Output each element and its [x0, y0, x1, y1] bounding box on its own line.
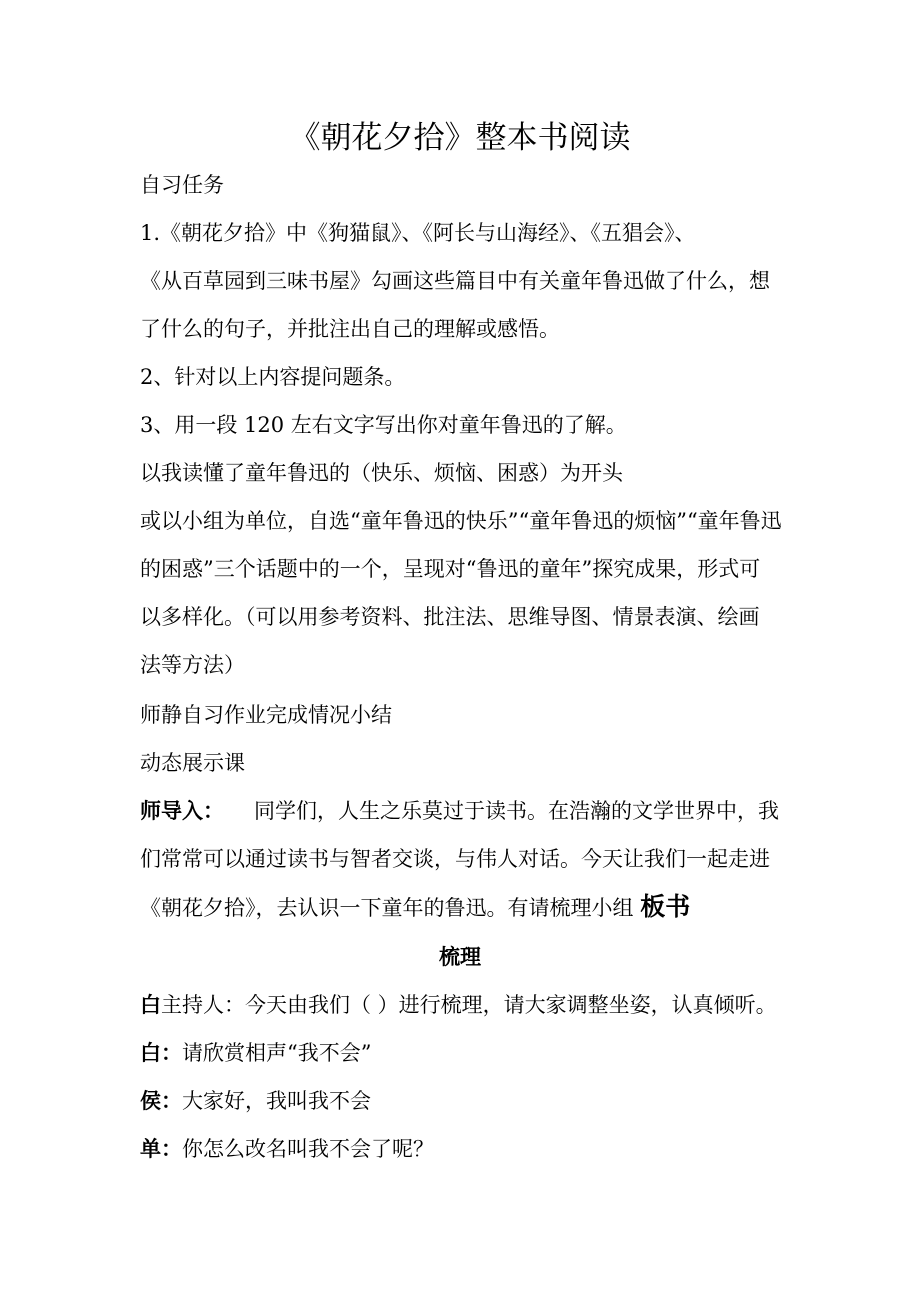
dialogue-line-1: [140, 992, 780, 1018]
intro-line-2: 们常常可以通过读书与智者交谈，与伟人对话。今天让我们一起走进: [140, 847, 770, 871]
speaker-label: 侯：: [140, 1089, 182, 1113]
dynamic-class: 动态展示课: [140, 751, 245, 775]
dialogue-line-3: [140, 1088, 780, 1114]
intro-line-1: [140, 798, 780, 824]
group-task-line-2: 的困惑”三个话题中的一个，呈现对“鲁迅的童年”探究成果，形式可: [140, 557, 761, 581]
section-heading: 梳理: [439, 945, 481, 969]
speaker-label: 白: [140, 993, 161, 1017]
board-label: 板书: [640, 892, 691, 921]
speaker-label: 单：: [140, 1137, 182, 1161]
task-2: 2、针对以上内容提问题条。: [140, 365, 406, 389]
group-task-line-4: 法等方法）: [140, 653, 245, 677]
intro-label: 师导入：: [140, 799, 224, 823]
speaker-label: 白：: [140, 1041, 182, 1065]
self-study-heading: 自习任务: [140, 173, 224, 197]
intro-text-3: 《朝花夕拾》，去认识一下童年的鲁迅。有请梳理小组: [140, 896, 634, 920]
document-title: 《朝花夕拾》整本书阅读: [289, 120, 631, 156]
task-1-line-1: 1.《朝花夕拾》中《狗猫鼠》、《阿长与山海经》、《五猖会》、: [140, 221, 696, 245]
group-task-line-1: 或以小组为单位，自选“童年鲁迅的快乐”“童年鲁迅的烦恼”“童年鲁迅: [140, 509, 782, 533]
task-1-line-2: 《从百草园到三味书屋》勾画这些篇目中有关童年鲁迅做了什么，想: [140, 269, 770, 293]
opener-instruction: 以我读懂了童年鲁迅的（快乐、烦恼、困惑）为开头: [140, 461, 623, 485]
intro-text-1: 同学们，人生之乐莫过于读书。在浩瀚的文学世界中，我: [254, 799, 779, 823]
dialogue-text: 你怎么改名叫我不会了呢？: [182, 1137, 434, 1161]
dialogue-text: 大家好，我叫我不会: [182, 1089, 371, 1113]
dialogue-text: 请欣赏相声“我不会”: [182, 1041, 372, 1065]
group-task-line-3: 以多样化。（可以用参考资料、批注法、思维导图、情景表演、绘画: [140, 605, 760, 629]
dialogue-text: 主持人：今天由我们（ ）进行梳理，请大家调整坐姿，认真倾听。: [161, 993, 777, 1017]
teacher-summary: 师静自习作业完成情况小结: [140, 703, 392, 727]
dialogue-line-4: [140, 1136, 780, 1162]
dialogue-line-2: [140, 1040, 780, 1066]
task-1-line-3: 了什么的句子，并批注出自己的理解或感悟。: [140, 317, 560, 341]
intro-line-3: [140, 894, 780, 921]
task-3: 3、用一段 120 左右文字写出你对童年鲁迅的了解。: [140, 413, 627, 437]
